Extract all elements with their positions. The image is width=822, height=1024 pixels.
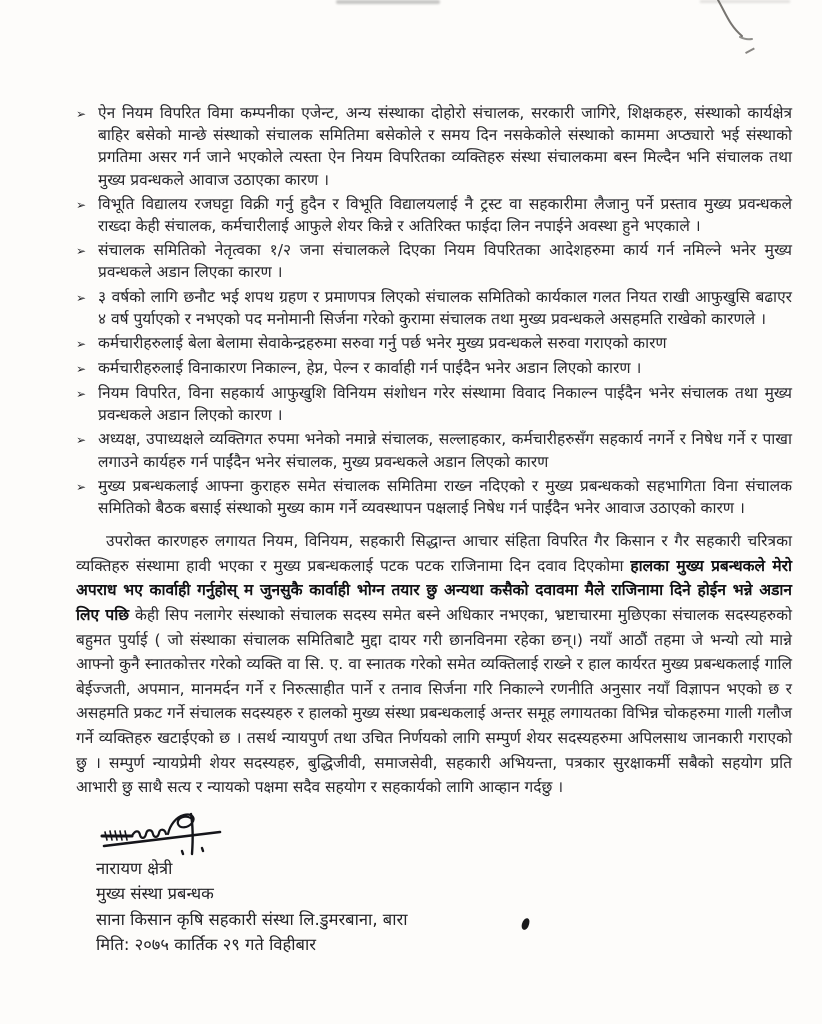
- signer-organization: साना किसान कृषि सहकारी संस्था लि.डुमरबाना, बारा: [96, 909, 408, 929]
- bullet-text: मुख्य प्रबन्धकलाई आफ्ना कुराहरु समेत संचालक समितिमा राख्न नदिएको र मुख्य प्रबन्धकको सहभागिता विना संचालक समितिको बैठक बसाई संस्थाको मुख्य काम गर्ने व्यवस्थापन पक्षलाई निषेध गर्न पाईंदैन भनेर आवाज उठाएको कारण ।: [98, 476, 792, 518]
- paragraph-text: केही सिप नलागेर संस्थाको संचालक सदस्य समेत बस्ने अधिकार नभएका, भ्रष्टाचारमा मुछिएका संचालक सदस्यहरुको बहुमत पुर्याई ( जो संस्थाका संचालक समितिबाटै मुद्दा दायर गरी छानविनमा रहेका छन्।) नयाँ आठौं तहमा जे भन्यो त्यो मान्ने आफ्नो कुनै स्नातकोत्तर गरेको व्यक्ति वा सि. ए. वा स्नातक गरेको समेत व्यक्तिलाई राख्ने र हाल कार्यरत मुख्य प्रबन्धकलाई गालि बेईज्जती, अपमान, मानमर्दन गर्ने र निरुत्साहीत पार्ने र तनाव सिर्जना गरि निकाल्ने रणनीति अनुसार नयाँ विज्ञापन भएको छ र असहमति प्रकट गर्ने संचालक सदस्यहरु र हालको मुख्य संस्था प्रबन्धकलाई अन्तर समूह लगायतका विभिन्न चोकहरुमा गाली गलौज गर्ने व्यक्तिहरु खटाईएको छ । तसर्थ न्यायपुर्ण तथा उचित निर्णयको लागि सम्पुर्ण शेयर सदस्यहरुमा अपिलसाथ जानकारी गराएको छु । सम्पुर्ण न्यायप्रेमी शेयर सदस्यहरु, बुद्धिजीवी, समाजसेवी, सहकारी अभियन्ता, पत्रकार सुरक्षाकर्मी सबैको सहयोग प्रति आभारी छु साथै सत्य र न्यायको पक्षमा सदैव सहयोग र सहकार्यको लागि आव्हान गर्दछु ।: [76, 606, 792, 797]
- list-item: [76, 382, 792, 426]
- arrow-bullet-icon: ➢: [76, 197, 87, 212]
- signature-image: [98, 810, 226, 856]
- list-item: [76, 332, 792, 355]
- bullet-text: ऐन नियम विपरित विमा कम्पनीका एजेन्ट, अन्य संस्थाका दोहोरो संचालक, सरकारी जागिरे, शिक्षकहरु, संस्थाको कार्यक्षेत्र बाहिर बसेको मान्छे संस्थाको संचालक समितिमा बसेकोले र समय दिन नसकेकोले संस्थाको काममा अप्ठ्यारो भई संस्थाको प्रगतिमा असर गर्न जाने भएकोले त्यस्ता ऐन नियम विपरितका व्यक्तिहरु संस्था संचालकमा बस्न मिल्दैन भनि संचालक तथा मुख्य प्रवन्धकले आवाज उठाएका कारण ।: [98, 104, 792, 189]
- signer-name: नारायण क्षेत्री: [96, 858, 173, 878]
- list-item: [76, 102, 792, 191]
- list-item: [76, 357, 792, 380]
- letter-body: [76, 102, 792, 958]
- list-item: [76, 286, 792, 330]
- scan-smudge: [336, 0, 440, 4]
- arrow-bullet-icon: ➢: [76, 244, 87, 259]
- list-item: [76, 475, 792, 519]
- arrow-bullet-icon: ➢: [76, 362, 87, 377]
- list-item: [76, 239, 792, 283]
- bullet-text: अध्यक्ष, उपाध्यक्षले व्यक्तिगत रुपमा भनेको नमान्ने संचालक, सल्लाहकार, कर्मचारीहरुसँग सहकार्य नगर्ने र निषेध गर्ने र पाखा लगाउने कार्यहरु गर्न पाईंदैन भनेर संचालक, मुख्य प्रवन्धकले अडान लिएको कारण: [98, 430, 792, 471]
- letter-date: मिति: २०७५ कार्तिक २९ गते विहीबार: [96, 935, 316, 955]
- list-item: [76, 428, 792, 472]
- paragraph-text: उपरोक्त कारणहरु लगायत नियम, विनियम, सहकारी सिद्धान्त आचार संहिता विपरित गैर किसान र गैर सहकारी चरित्रका व्यक्तिहरु संस्थामा हावी भएका र मुख्य प्रबन्धकलाई पटक पटक राजिनामा दिन दवाव दिएकोमा: [76, 532, 792, 575]
- arrow-bullet-icon: ➢: [76, 387, 87, 402]
- arrow-bullet-icon: ➢: [76, 337, 87, 352]
- signer-title: मुख्य संस्था प्रबन्धक: [96, 884, 214, 904]
- bullet-text: संचालक समितिको नेतृत्वका १/२ जना संचालकले दिएका नियम विपरितका आदेशहरुमा कार्य गर्न नमिल्ने भनेर मुख्य प्रवन्धकले अडान लिएका कारण ।: [98, 241, 792, 282]
- bullet-text: कर्मचारीहरुलाई बेला बेलामा सेवाकेन्द्रहरुमा सरुवा गर्नु पर्छ भनेर मुख्य प्रवन्धकले सरुवा गराएको कारण: [98, 334, 667, 353]
- paragraph-bold-text: हालका मुख्य प्रबन्धकले मेरो अपराध भए कार्वाही गर्नुहोस् म जुनसुकै कार्वाही भोग्न तयार छु अन्यथा कसैको दवावमा मैले राजिनामा दिने होईन भन्ने अडान लिए पछि: [76, 556, 792, 625]
- arrow-bullet-icon: ➢: [76, 479, 87, 494]
- bullet-text: विभूति विद्यालय रजघट्टा विक्री गर्नु हुदैन र विभूति विद्यालयलाई नै ट्रस्ट वा सहकारीमा लैजानु पर्ने प्रस्ताव मुख्य प्रवन्धकले राख्दा केही संचालक, कर्मचारीलाई आफुले शेयर किन्ने र अतिरिक्त फाईदा लिन नपाईने अवस्था हुने भएकाले ।: [98, 194, 792, 236]
- bullet-text: नियम विपरित, विना सहकार्य आफुखुशि विनियम संशोधन गरेर संस्थामा विवाद निकाल्न पाईदैन भनेर संचालक तथा मुख्य प्रवन्धकले अडान लिएको कारण ।: [98, 384, 792, 425]
- closing-paragraph: [76, 529, 792, 800]
- signature-block: [96, 810, 792, 958]
- arrow-bullet-icon: ➢: [76, 433, 87, 448]
- reasons-list: [76, 102, 792, 519]
- list-item: [76, 193, 792, 237]
- arrow-bullet-icon: ➢: [76, 290, 87, 305]
- bullet-text: ३ वर्षको लागि छनौट भई शपथ ग्रहण र प्रमाणपत्र लिएको संचालक समितिको कार्यकाल गलत नियत राखी आफुखुसि बढाएर ४ वर्ष पुर्याएको र नभएको पद मनोमानी सिर्जना गरेको कुरामा संचालक तथा मुख्य प्रवन्धकले असहमति राखेको कारणले ।: [98, 287, 792, 328]
- arrow-bullet-icon: ➢: [76, 107, 87, 121]
- pen-stroke-mark: [690, 0, 800, 70]
- bullet-text: कर्मचारीहरुलाई विनाकारण निकाल्न, हेप्न, पेल्न र कार्वाही गर्न पाईदैन भनेर अडान लिएको कारण ।: [98, 359, 642, 378]
